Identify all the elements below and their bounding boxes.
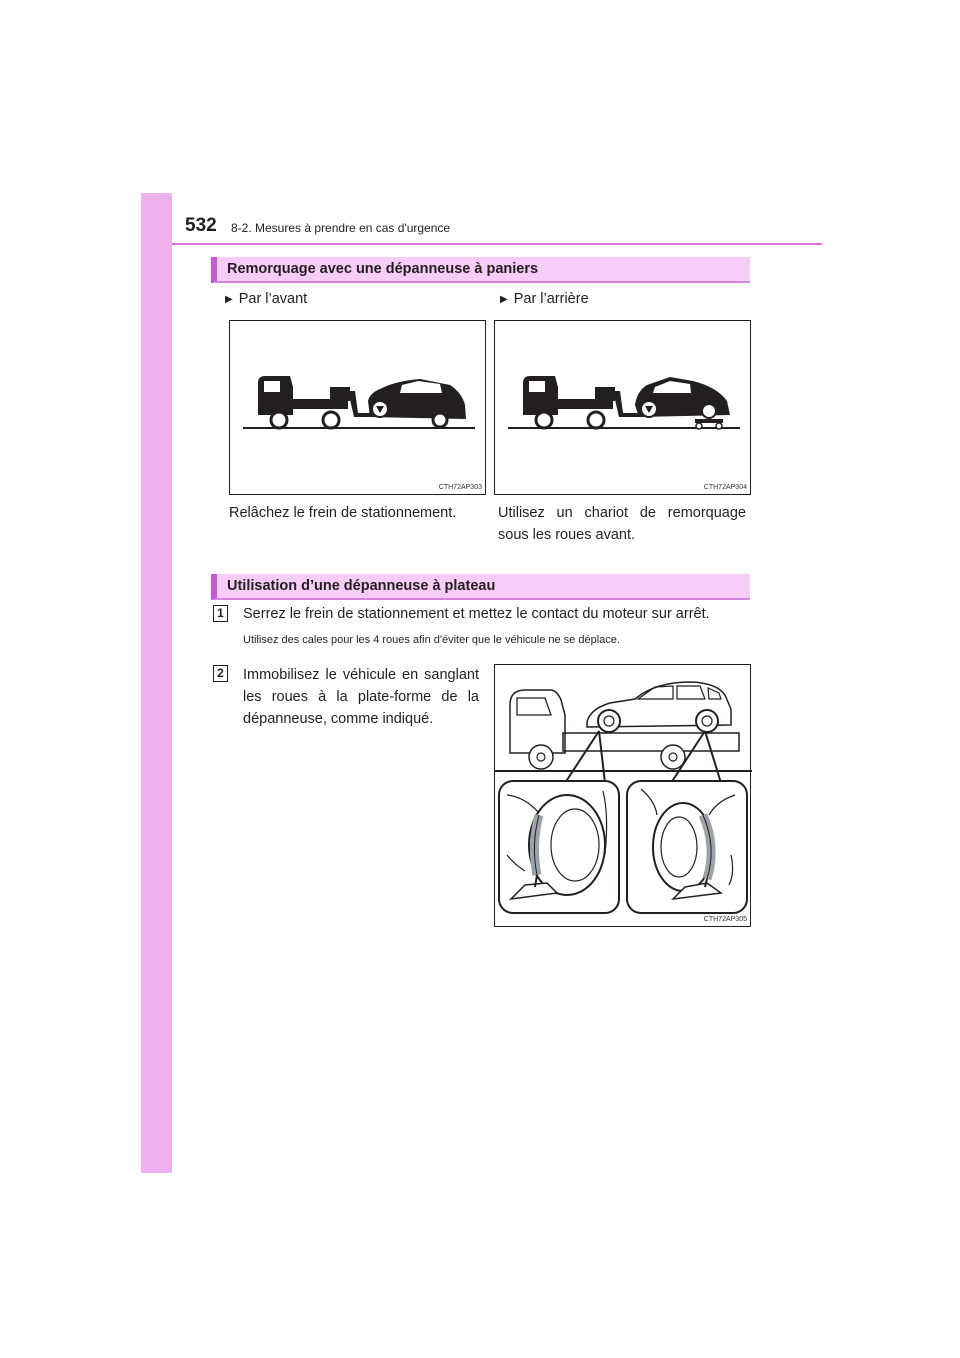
- flatbed-illustration: [495, 665, 752, 928]
- arrow-icon: ▶: [500, 294, 508, 305]
- arrow-icon: ▶: [225, 294, 233, 305]
- figure-front-tow: [229, 320, 486, 495]
- chapter-title: 8-2. Mesures à prendre en cas d'urgence: [231, 221, 451, 235]
- figure-flatbed: [494, 664, 751, 927]
- figure-code: CTH72AP304: [703, 484, 747, 491]
- figure-code: CTH72AP305: [703, 916, 747, 923]
- step-2-text: Immobilisez le véhicule en sanglant les roues à la plate-forme de la dépanneuse, comme indiqué.: [243, 667, 479, 727]
- figure-rear-tow: [494, 320, 751, 495]
- rear-tow-illustration: [495, 321, 752, 496]
- label-rear-text: Par l’arrière: [513, 291, 589, 307]
- step-1-text: Serrez le frein de stationnement et mettez le contact du moteur sur arrêt.: [243, 606, 710, 622]
- caption-rear: Utilisez un chariot de remorquage sous les roues avant.: [498, 505, 746, 543]
- side-tab: [141, 193, 172, 1173]
- label-front-text: Par l’avant: [238, 291, 308, 307]
- step-1-note: Utilisez des cales pour les 4 roues afin d'éviter que le véhicule ne se déplace.: [243, 634, 620, 646]
- caption-front: Relâchez le frein de stationnement.: [229, 505, 457, 521]
- label-rear: [500, 291, 589, 307]
- label-front: [225, 291, 307, 307]
- section-heading-wheel-lift: Remorquage avec une dépanneuse à paniers: [211, 257, 750, 283]
- header-rule: [172, 243, 822, 245]
- section-heading-flatbed: Utilisation d’une dépanneuse à plateau: [211, 574, 750, 600]
- step-number-1: 1: [213, 605, 228, 622]
- front-tow-illustration: [230, 321, 487, 496]
- page-number: 532: [185, 215, 217, 236]
- figure-code: CTH72AP303: [438, 484, 482, 491]
- step-number-2: 2: [213, 665, 228, 682]
